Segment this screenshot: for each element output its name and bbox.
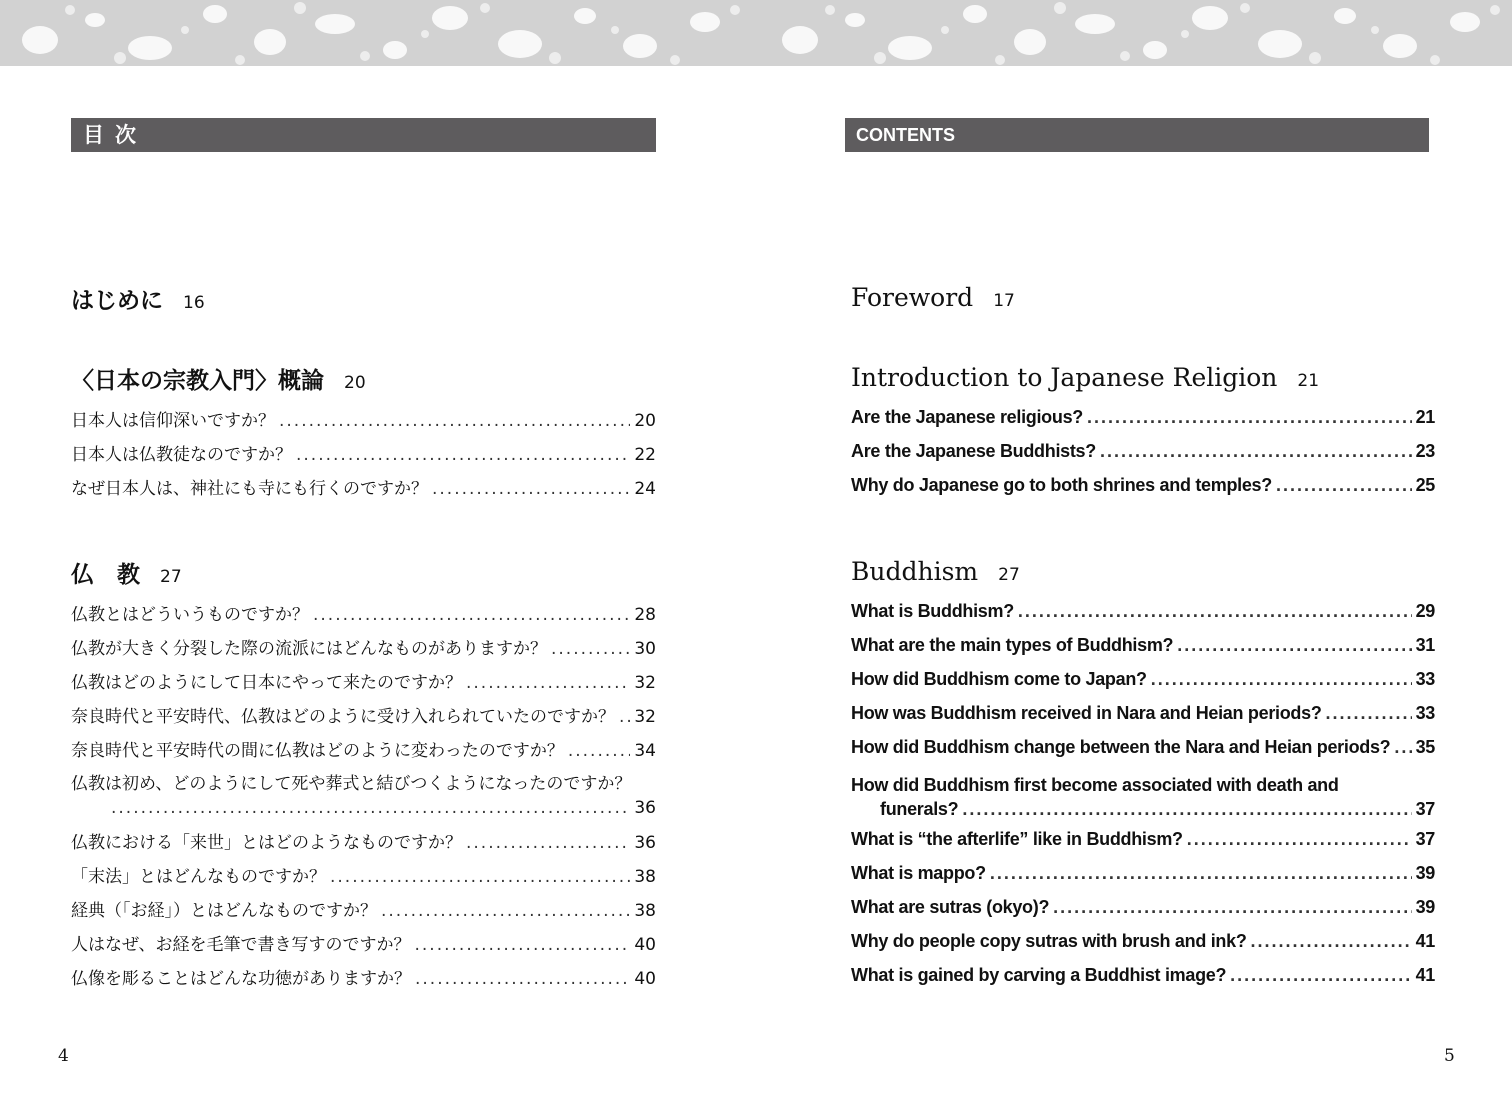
section-page: 16	[183, 293, 205, 313]
toc-entry[interactable]: How did Buddhism change between the Nara and Heian periods? ..... 35	[851, 737, 1435, 771]
section-buddhism-jp	[71, 556, 656, 998]
toc-header-english: CONTENTS	[845, 118, 1429, 152]
page-number: 4	[58, 1046, 69, 1066]
toc-entry[interactable]: 日本人は仏教徒なのですか？ ..... 22	[71, 440, 656, 474]
toc-entry[interactable]: 奈良時代と平安時代、仏教はどのように受け入れられていたのですか？ ..... 32	[71, 702, 656, 736]
toc-entry[interactable]: How did Buddhism come to Japan? ..... 33	[851, 669, 1435, 703]
toc-entry[interactable]: 仏教は初め、どのようにして死や葬式と結びつくようになったのですか？ ..... 36	[71, 770, 656, 828]
toc-entry[interactable]: What is “the afterlife” like in Buddhism? ..... 37	[851, 829, 1435, 863]
section-buddhism	[851, 557, 1435, 999]
toc-entry[interactable]: What is gained by carving a Buddhist image? ..... 41	[851, 965, 1435, 999]
toc-entry[interactable]: 仏教が大きく分裂した際の流派にはどんなものがありますか？ ..... 30	[71, 634, 656, 668]
toc-header-japanese: 目次	[71, 118, 656, 152]
toc-entry[interactable]: 仏教における「来世」とはどのようなものですか？ ..... 36	[71, 828, 656, 862]
section-title: 仏 教	[71, 561, 140, 588]
toc-entry[interactable]: Why do Japanese go to both shrines and temples? ..... 25	[851, 475, 1435, 509]
toc-entry[interactable]: Why do people copy sutras with brush and ink? ..... 41	[851, 931, 1435, 965]
section-title: Introduction to Japanese Religion	[851, 363, 1278, 392]
toc-entry[interactable]: 日本人は信仰深いですか？ ..... 20	[71, 406, 656, 440]
toc-entry[interactable]: 人はなぜ、お経を毛筆で書き写すのですか？ ..... 40	[71, 930, 656, 964]
toc-entry[interactable]: How did Buddhism first become associated with death and funerals? ..... 37	[851, 771, 1435, 829]
toc-entry[interactable]: What are the main types of Buddhism? ..... 31	[851, 635, 1435, 669]
section-page: 27	[160, 567, 182, 587]
toc-entry[interactable]: Are the Japanese Buddhists? ..... 23	[851, 441, 1435, 475]
section-intro	[851, 363, 1435, 509]
section-page: 20	[344, 373, 366, 393]
toc-entry[interactable]: 「末法」とはどんなものですか？ ..... 38	[71, 862, 656, 896]
toc-entry[interactable]: What is Buddhism? ..... 29	[851, 601, 1435, 635]
toc-entry[interactable]: What are sutras (okyo)? ..... 39	[851, 897, 1435, 931]
section-title: 〈日本の宗教入門〉概論	[71, 367, 324, 394]
section-foreword	[851, 283, 1435, 323]
section-page: 27	[998, 565, 1020, 585]
toc-entry[interactable]: What is mappo? ..... 39	[851, 863, 1435, 897]
page-number: 5	[1444, 1046, 1455, 1066]
section-page: 21	[1297, 371, 1320, 391]
section-page: 17	[993, 291, 1015, 311]
toc-entry[interactable]: なぜ日本人は、神社にも寺にも行くのですか？ ..... 24	[71, 474, 656, 508]
section-intro-jp	[71, 362, 656, 508]
toc-entry[interactable]: 仏像を彫ることはどんな功徳がありますか？ ..... 40	[71, 964, 656, 998]
section-title: はじめに	[71, 287, 163, 314]
section-foreword-jp	[71, 282, 656, 322]
toc-entry[interactable]: 仏教はどのようにして日本にやって来たのですか？ ..... 32	[71, 668, 656, 702]
toc-entry[interactable]: 経典（「お経」）とはどんなものですか？ ..... 38	[71, 896, 656, 930]
toc-entry[interactable]: 仏教とはどういうものですか？ ..... 28	[71, 600, 656, 634]
toc-entry[interactable]: How was Buddhism received in Nara and Heian periods? ..... 33	[851, 703, 1435, 737]
section-title: Buddhism	[851, 557, 979, 586]
section-title: Foreword	[851, 283, 974, 312]
toc-entry[interactable]: Are the Japanese religious? ..... 21	[851, 407, 1435, 441]
toc-entry[interactable]: 奈良時代と平安時代の間に仏教はどのように変わったのですか？ ..... 34	[71, 736, 656, 770]
right-page	[756, 0, 1512, 1111]
